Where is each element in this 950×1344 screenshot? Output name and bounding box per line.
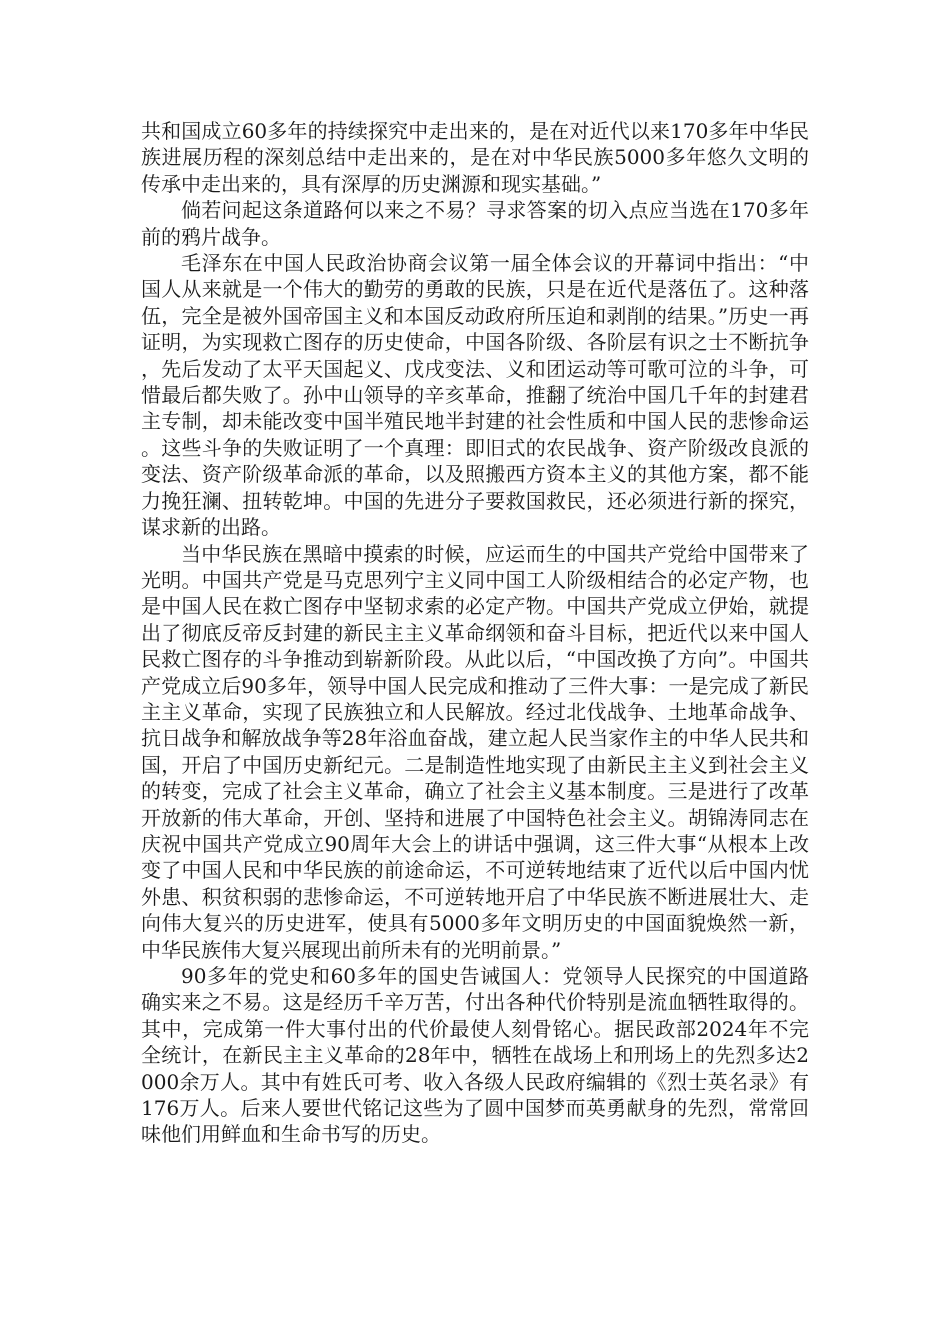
paragraph-history: 毛泽东在中国人民政治协商会议第一届全体会议的开幕词中指出：“中国人从来就是一个伟大的勤劳的勇敢的民族，只是在近代是落伍了。这种落伍，完全是被外国帝国主义和本国反动政府所压迫和剥削的结果。”历史一再证明，为实现救亡图存的历史使命，中国各阶级、各阶层有识之士不断抗争，先后发动了太平天国起义、戊戌变法、义和团运动等可歌可泣的斗争，可惜最后都失败了。孙中山领导的辛亥革命，推翻了统治中国几千年的封建君主专制，却未能改变中国半殖民地半封建的社会性质和中国人民的悲惨命运。这些斗争的失败证明了一个真理：即旧式的农民战争、资产阶级改良派的变法、资产阶级革命派的革命，以及照搬西方资本主义的其他方案，都不能力挽狂澜、扭转乾坤。中国的先进分子要救国救民，还必须进行新的探究，谋求新的出路。 xyxy=(141,251,809,540)
paragraph-question: 倘若问起这条道路何以来之不易？寻求答案的切入点应当选在170多年前的鸦片战争。 xyxy=(141,198,809,249)
paragraph-party: 当中华民族在黑暗中摸索的时候，应运而生的中国共产党给中国带来了光明。中国共产党是马克思列宁主义同中国工人阶级相结合的必定产物，也是中国人民在救亡图存中坚韧求索的必定产物。中国共产党成立伊始，就提出了彻底反帝反封建的新民主主义革命纲领和奋斗目标，把近代以来中国人民救亡图存的斗争推动到崭新阶段。从此以后，“中国改换了方向”。中国共产党成立后90多年，领导中国人民完成和推动了三件大事：一是完成了新民主主义革命，实现了民族独立和人民解放。经过北伐战争、土地革命战争、抗日战争和解放战争等28年浴血奋战，建立起人民当家作主的中华人民共和国，开启了中国历史新纪元。二是制造性地实现了由新民主主义到社会主义的转变，完成了社会主义革命，确立了社会主义基本制度。三是进行了改革开放新的伟大革命，开创、坚持和进展了中国特色社会主义。胡锦涛同志在庆祝中国共产党成立90周年大会上的讲话中强调，这三件大事“从根本上改变了中国人民和中华民族的前途命运，不可逆转地结束了近代以后中国内忧外患、积贫积弱的悲惨命运，不可逆转地开启了中华民族不断进展壮大、走向伟大复兴的历史进军，使具有5000多年文明历史的中国面貌焕然一新，中华民族伟大复兴展现出前所未有的光明前景。” xyxy=(141,541,809,962)
document-body xyxy=(141,118,809,1148)
paragraph-sacrifice: 90多年的党史和60多年的国史告诫国人：党领导人民探究的中国道路确实来之不易。这是经历千辛万苦，付出各种代价特别是流血牺牲取得的。其中，完成第一件大事付出的代价最使人刻骨铭心。据民政部2024年不完全统计，在新民主主义革命的28年中，牺牲在战场上和刑场上的先烈多达2000余万人。其中有姓氏可考、收入各级人民政府编辑的《烈士英名录》有176万人。后来人要世代铭记这些为了圆中国梦而英勇献身的先烈，常常回味他们用鲜血和生命书写的历史。 xyxy=(141,964,809,1147)
paragraph-continuation: 共和国成立60多年的持续探究中走出来的，是在对近代以来170多年中华民族进展历程的深刻总结中走出来的，是在对中华民族5000多年悠久文明的传承中走出来的，具有深厚的历史渊源和现实基础。” xyxy=(141,119,809,196)
